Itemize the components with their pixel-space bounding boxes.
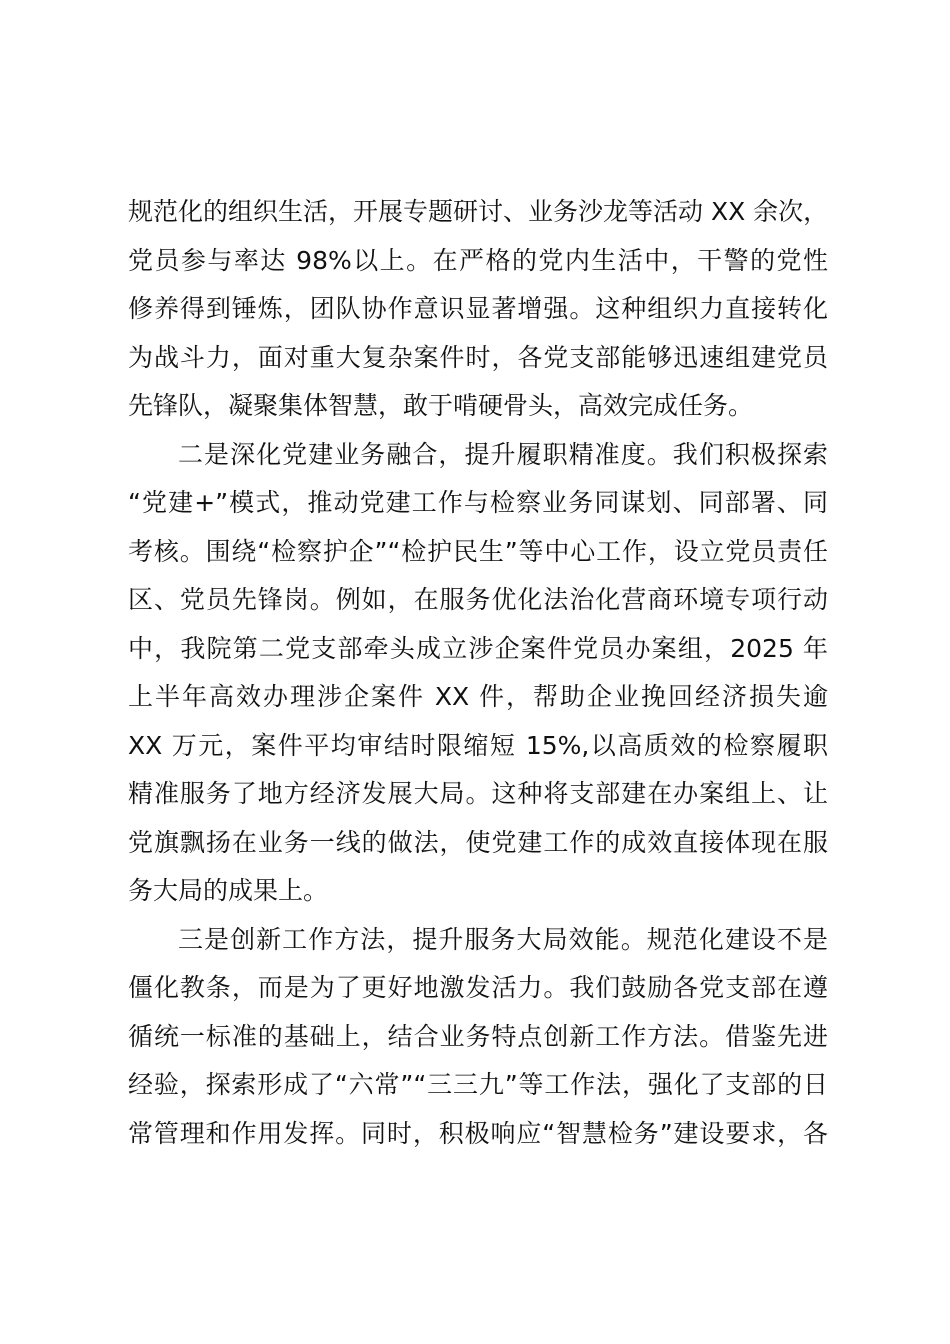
text-line: 区、党员先锋岗。例如，在服务优化法治化营商环境专项行动 [128, 585, 828, 614]
text-line: 党旗飘扬在业务一线的做法，使党建工作的成效直接体现在服 [128, 827, 828, 857]
paragraph-first-line: 二是深化党建业务融合，提升履职精准度。我们积极探索 [178, 439, 828, 469]
text-line: XX 万元，案件平均审结时限缩短 15%,以高质效的检察履职 [128, 730, 828, 760]
text-line: 修养得到锤炼，团队协作意识显著增强。这种组织力直接转化 [128, 294, 828, 323]
text-line: 规范化的组织生活，开展专题研讨、业务沙龙等活动 XX 余次， [128, 197, 829, 226]
text-line: 僵化教条，而是为了更好地激发活力。我们鼓励各党支部在遵 [128, 973, 828, 1002]
text-line: “党建+”模式，推动党建工作与检察业务同谋划、同部署、同 [128, 488, 828, 517]
text-line: 考核。围绕“检察护企”“检护民生”等中心工作，设立党员责任 [128, 536, 828, 566]
text-line: 精准服务了地方经济发展大局。这种将支部建在办案组上、让 [128, 779, 828, 808]
text-line: 务大局的成果上。 [128, 876, 329, 905]
text-line: 中，我院第二党支部牵头成立涉企案件党员办案组，2025 年 [128, 633, 828, 663]
text-line: 上半年高效办理涉企案件 XX 件，帮助企业挽回经济损失逾 [128, 682, 828, 711]
paragraph-first-line: 三是创新工作方法，提升服务大局效能。规范化建设不是 [178, 924, 828, 954]
document-body [128, 188, 828, 1158]
text-line: 常管理和作用发挥。同时，积极响应“智慧检务”建设要求，各 [128, 1118, 828, 1148]
text-line: 先锋队，凝聚集体智慧，敢于啃硬骨头，高效完成任务。 [128, 391, 754, 420]
text-line: 循统一标准的基础上，结合业务特点创新工作方法。借鉴先进 [128, 1021, 828, 1051]
text-line: 党员参与率达 98%以上。在严格的党内生活中，干警的党性 [128, 245, 828, 275]
text-line: 经验，探索形成了“六常”“三三九”等工作法，强化了支部的日 [128, 1070, 828, 1099]
text-line: 为战斗力，面对重大复杂案件时，各党支部能够迅速组建党员 [128, 342, 828, 372]
